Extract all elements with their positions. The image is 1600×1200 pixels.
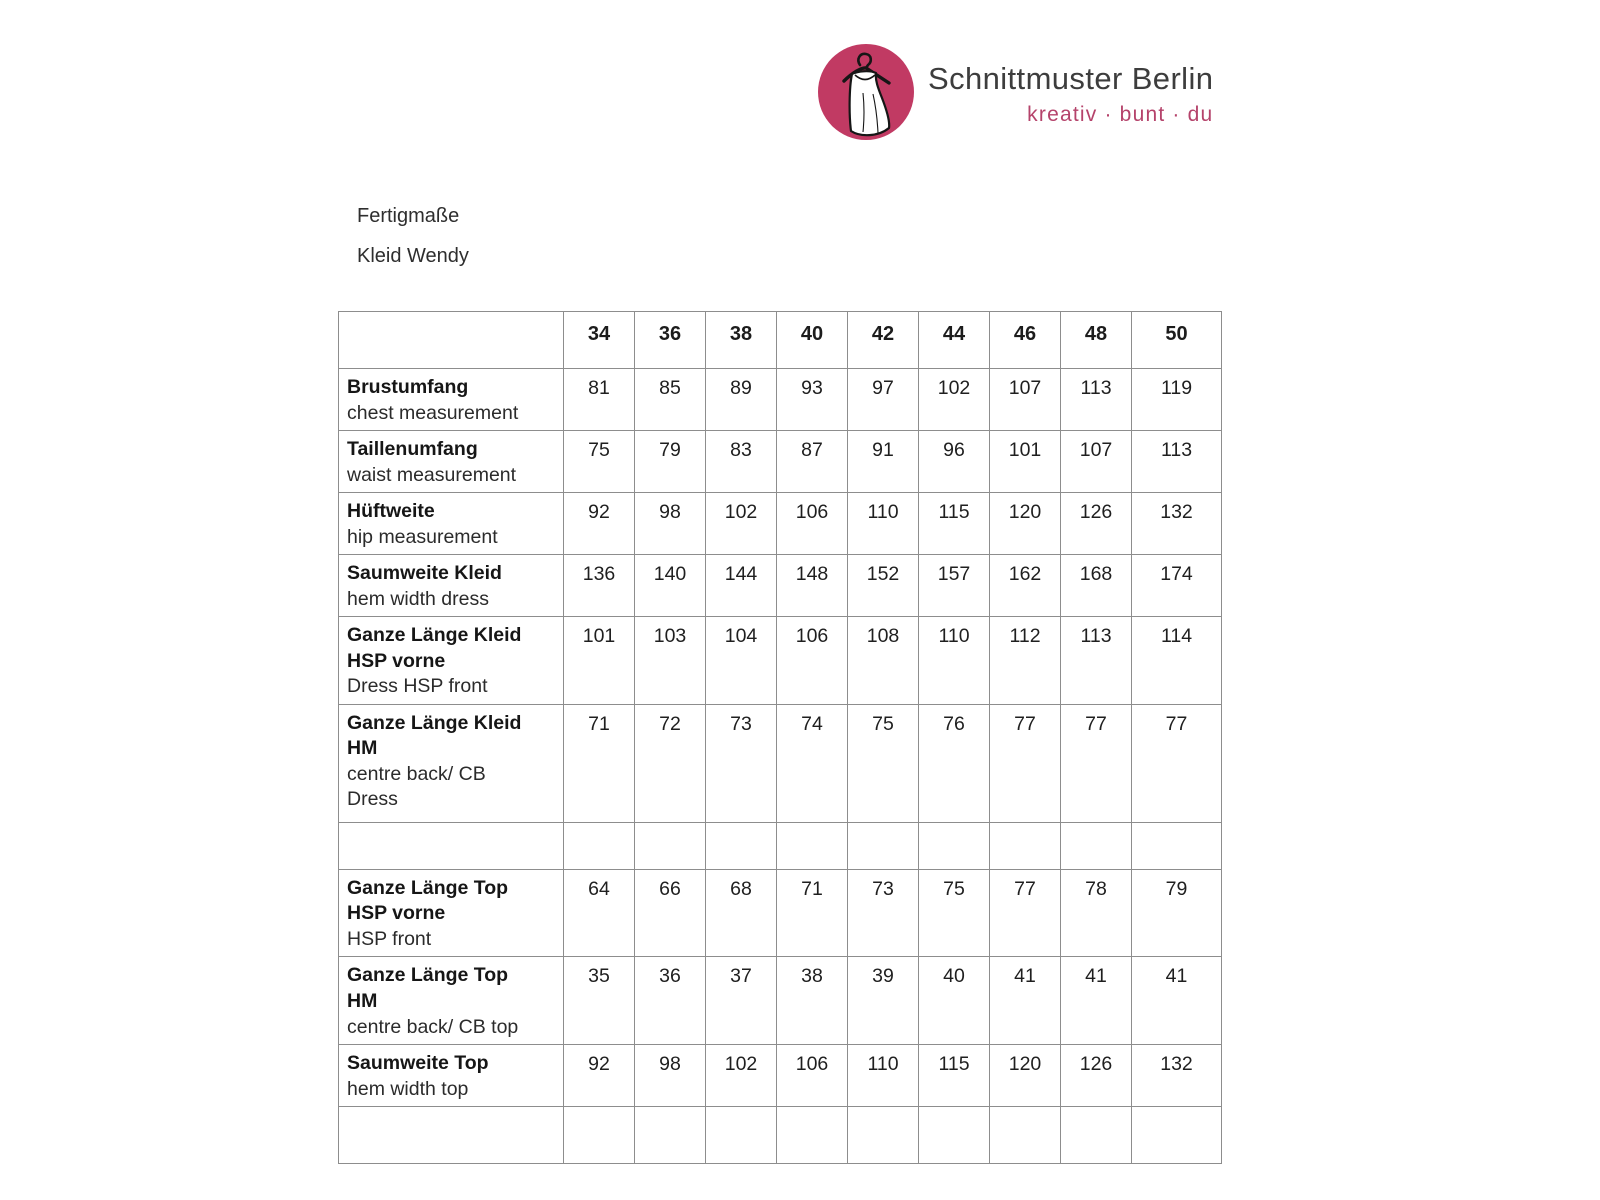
measurement-label-de: Ganze Länge Top (347, 876, 509, 899)
measurement-value-cell: 140 (635, 555, 706, 617)
measurement-value-cell (919, 1107, 990, 1164)
size-column-header: 42 (848, 312, 919, 369)
measurement-value-cell: 37 (706, 957, 777, 1045)
measurement-value-cell: 132 (1132, 493, 1222, 555)
measurement-label-de: Ganze Länge Kleid (347, 624, 522, 647)
measurement-value-cell: 162 (990, 555, 1061, 617)
measurement-label-de: Ganze Länge Top (347, 964, 509, 987)
measurement-value-cell: 144 (706, 555, 777, 617)
measurement-value-cell: 41 (1132, 957, 1222, 1045)
measurement-value-cell: 97 (848, 369, 919, 431)
measurement-value-cell: 106 (777, 493, 848, 555)
measurement-value-cell: 101 (564, 617, 635, 705)
measurement-value-cell (1061, 1107, 1132, 1164)
measurement-label-cell (339, 1045, 564, 1107)
measurement-label-cell (339, 431, 564, 493)
measurement-value-cell: 66 (635, 869, 706, 957)
measurement-label-en: hem width top (347, 1077, 469, 1100)
measurement-value-cell: 113 (1061, 369, 1132, 431)
measurement-value-cell (564, 822, 635, 869)
measurement-label-cell (339, 1107, 564, 1164)
measurement-value-cell: 85 (635, 369, 706, 431)
measurement-value-cell: 81 (564, 369, 635, 431)
measurement-value-cell: 101 (990, 431, 1061, 493)
size-column-header: 46 (990, 312, 1061, 369)
measurement-value-cell: 83 (706, 431, 777, 493)
measurement-value-cell: 79 (635, 431, 706, 493)
measurement-value-cell: 41 (1061, 957, 1132, 1045)
measurement-value-cell: 92 (564, 493, 635, 555)
measurement-value-cell: 41 (990, 957, 1061, 1045)
measurement-value-cell (848, 822, 919, 869)
measurement-value-cell (706, 822, 777, 869)
brand-name: Schnittmuster Berlin (928, 61, 1214, 96)
measurement-value-cell: 106 (777, 1045, 848, 1107)
size-column-header: 38 (706, 312, 777, 369)
size-column-header: 36 (635, 312, 706, 369)
measurement-row (339, 431, 1222, 493)
measurement-label-de: HSP vorne (347, 902, 446, 925)
measurement-label-en: waist measurement (347, 463, 517, 486)
measurement-label-cell (339, 617, 564, 705)
measurement-value-cell: 87 (777, 431, 848, 493)
measurement-value-cell (848, 1107, 919, 1164)
measurement-label-en: centre back/ CB top (347, 1015, 519, 1038)
measurement-value-cell: 136 (564, 555, 635, 617)
measurement-label-de: HM (347, 737, 378, 760)
measurement-value-cell (777, 1107, 848, 1164)
measurement-value-cell: 110 (848, 493, 919, 555)
measurement-value-cell: 157 (919, 555, 990, 617)
measurement-value-cell: 98 (635, 1045, 706, 1107)
measurement-label-en: Dress (347, 788, 398, 811)
measurement-label-de: Saumweite Top (347, 1052, 489, 1075)
measurement-label-cell (339, 493, 564, 555)
measurement-value-cell: 119 (1132, 369, 1222, 431)
size-column-header: 34 (564, 312, 635, 369)
size-column-header: 48 (1061, 312, 1132, 369)
measurement-value-cell (1132, 822, 1222, 869)
measurement-value-cell: 40 (919, 957, 990, 1045)
measurement-label-de: Ganze Länge Kleid (347, 711, 522, 734)
measurement-value-cell: 75 (564, 431, 635, 493)
measurement-label-de: Taillenumfang (347, 438, 478, 461)
measurement-label-en: hem width dress (347, 587, 489, 610)
measurement-row (339, 704, 1222, 822)
measurement-value-cell: 98 (635, 493, 706, 555)
measurement-value-cell: 113 (1061, 617, 1132, 705)
brand-text-block (928, 44, 1213, 127)
measurement-label-cell (339, 555, 564, 617)
measurement-value-cell: 115 (919, 493, 990, 555)
measurement-value-cell (919, 822, 990, 869)
brand-logo (818, 44, 1213, 140)
measurement-value-cell: 93 (777, 369, 848, 431)
measurement-row (339, 1045, 1222, 1107)
measurement-value-cell: 114 (1132, 617, 1222, 705)
measurement-label-de: Saumweite Kleid (347, 562, 502, 585)
measurement-value-cell (706, 1107, 777, 1164)
size-table-body (339, 369, 1222, 1164)
measurement-value-cell: 108 (848, 617, 919, 705)
measurement-value-cell: 75 (919, 869, 990, 957)
document-title: Fertigmaße (357, 205, 460, 227)
size-table (338, 311, 1222, 1164)
measurement-value-cell (990, 822, 1061, 869)
measurement-value-cell: 106 (777, 617, 848, 705)
measurement-label-de: HSP vorne (347, 649, 446, 672)
measurement-value-cell: 152 (848, 555, 919, 617)
measurement-value-cell: 77 (990, 704, 1061, 822)
measurement-value-cell: 120 (990, 1045, 1061, 1107)
measurement-value-cell: 74 (777, 704, 848, 822)
measurement-label-cell (339, 704, 564, 822)
size-column-header: 40 (777, 312, 848, 369)
measurement-value-cell: 78 (1061, 869, 1132, 957)
measurement-value-cell: 77 (1061, 704, 1132, 822)
measurement-value-cell: 77 (990, 869, 1061, 957)
measurement-value-cell: 38 (777, 957, 848, 1045)
measurement-label-en: HSP front (347, 927, 432, 950)
measurement-value-cell: 113 (1132, 431, 1222, 493)
document-titles (357, 205, 469, 268)
measurement-value-cell: 148 (777, 555, 848, 617)
measurement-value-cell: 102 (706, 1045, 777, 1107)
measurement-value-cell (635, 822, 706, 869)
measurement-value-cell: 35 (564, 957, 635, 1045)
measurement-value-cell: 92 (564, 1045, 635, 1107)
measurement-value-cell: 107 (990, 369, 1061, 431)
document-subtitle: Kleid Wendy (357, 245, 469, 267)
measurement-label-cell (339, 822, 564, 869)
measurement-value-cell: 36 (635, 957, 706, 1045)
measurement-value-cell: 77 (1132, 704, 1222, 822)
measurement-value-cell: 75 (848, 704, 919, 822)
measurement-value-cell: 104 (706, 617, 777, 705)
measurement-value-cell: 110 (919, 617, 990, 705)
measurement-value-cell: 132 (1132, 1045, 1222, 1107)
measurement-value-cell: 64 (564, 869, 635, 957)
spacer-row (339, 1107, 1222, 1164)
measurement-value-cell: 76 (919, 704, 990, 822)
measurement-value-cell (777, 822, 848, 869)
measurement-value-cell: 102 (706, 493, 777, 555)
measurement-value-cell: 126 (1061, 493, 1132, 555)
measurement-value-cell (990, 1107, 1061, 1164)
measurement-value-cell: 174 (1132, 555, 1222, 617)
measurement-value-cell (1132, 1107, 1222, 1164)
measurement-row (339, 493, 1222, 555)
measurement-row (339, 869, 1222, 957)
measurement-row (339, 957, 1222, 1045)
measurement-value-cell: 73 (706, 704, 777, 822)
size-header-row (339, 312, 1222, 369)
measurement-value-cell: 96 (919, 431, 990, 493)
measurement-value-cell: 68 (706, 869, 777, 957)
measurement-label-en: Dress HSP front (347, 675, 488, 698)
measurement-value-cell: 107 (1061, 431, 1132, 493)
measurement-value-cell: 112 (990, 617, 1061, 705)
measurement-value-cell (635, 1107, 706, 1164)
measurement-value-cell: 103 (635, 617, 706, 705)
measurement-value-cell: 115 (919, 1045, 990, 1107)
measurement-value-cell (564, 1107, 635, 1164)
measurement-value-cell: 73 (848, 869, 919, 957)
measurement-value-cell: 72 (635, 704, 706, 822)
brand-tagline: kreativ · bunt · du (1027, 103, 1214, 126)
measurement-row (339, 369, 1222, 431)
measurement-value-cell: 110 (848, 1045, 919, 1107)
measurement-row (339, 555, 1222, 617)
measurement-label-en: chest measurement (347, 401, 519, 424)
measurement-value-cell: 168 (1061, 555, 1132, 617)
measurement-value-cell: 126 (1061, 1045, 1132, 1107)
measurement-value-cell: 120 (990, 493, 1061, 555)
corner-cell (339, 312, 564, 369)
measurement-label-cell (339, 369, 564, 431)
measurement-label-cell (339, 869, 564, 957)
measurement-row (339, 617, 1222, 705)
spacer-row (339, 822, 1222, 869)
size-column-header: 50 (1132, 312, 1222, 369)
measurement-value-cell: 89 (706, 369, 777, 431)
measurement-label-de: HM (347, 989, 378, 1012)
measurement-value-cell: 91 (848, 431, 919, 493)
size-table-head (339, 312, 1222, 369)
measurement-label-de: Brustumfang (347, 376, 469, 398)
measurement-value-cell: 39 (848, 957, 919, 1045)
measurement-label-en: centre back/ CB (347, 762, 486, 785)
measurement-value-cell: 71 (777, 869, 848, 957)
measurement-value-cell: 102 (919, 369, 990, 431)
size-column-header: 44 (919, 312, 990, 369)
measurement-value-cell (1061, 822, 1132, 869)
measurement-value-cell: 71 (564, 704, 635, 822)
measurement-label-en: hip measurement (347, 525, 498, 548)
measurement-value-cell: 79 (1132, 869, 1222, 957)
measurement-label-de: Hüftweite (347, 500, 435, 523)
dress-on-hanger-icon (818, 44, 914, 140)
measurement-label-cell (339, 957, 564, 1045)
